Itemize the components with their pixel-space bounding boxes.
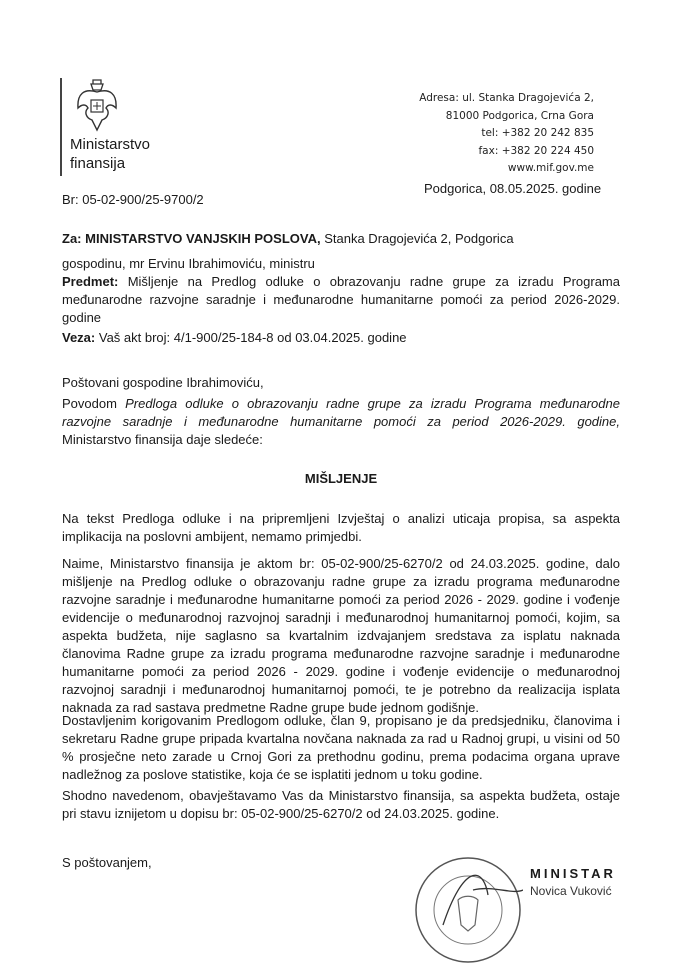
salutation: Poštovani gospodine Ibrahimoviću, — [62, 375, 264, 390]
intro-suffix: Ministarstvo finansija daje sledeće: — [62, 432, 263, 447]
closing: S poštovanjem, — [62, 855, 152, 870]
ministry-name-line2: finansija — [70, 155, 126, 172]
ministry-name — [70, 135, 150, 173]
intro-italic: Predloga odluke o obrazovanju radne grupe za izradu Programa međunarodne razvojne saradnje i međunarodne humanitarne pomoći za period 2026-2029. godine, — [62, 396, 620, 429]
address-tel: tel: +382 20 242 835 — [481, 127, 594, 139]
official-stamp — [413, 855, 523, 965]
address-fax: fax: +382 20 224 450 — [478, 144, 594, 157]
signatory-name: Novica Vuković — [530, 884, 612, 898]
address-city: 81000 Podgorica, Crna Gora — [445, 109, 594, 122]
recipient-address: Stanka Dragojevića 2, Podgorica — [324, 231, 514, 246]
recipient-label: Za: — [62, 231, 82, 246]
signatory-title: MINISTAR — [530, 866, 616, 881]
reference-link-line — [62, 329, 620, 347]
recipient-line — [62, 230, 620, 248]
body-paragraph-3: Dostavljenim korigovanim Predlogom odluke, član 9, propisano je da predsjedniku, članovima i sekretaru Radne grupe pripada kvartalna novčana naknada za rad u Radnoj grupi, u visini od 50 % prosječne neto zarade u Crnoj Gori za prethodnu godinu, prema podacima organa uprave nadležnog za poslove statistike, koja će se isplatiti jednom u toku godine. — [62, 713, 620, 782]
recipient-attention: gospodinu, mr Ervinu Ibrahimoviću, ministru — [62, 256, 315, 271]
address-block — [419, 90, 594, 178]
subject-text: Mišljenje na Predlog odluke o obrazovanju radne grupe za izradu Programa međunarodne razvojne saradnje i međunarodne humanitarne pomoći za period 2026-2029. godine — [62, 274, 620, 325]
ministry-name-line1: Ministarstvo — [70, 136, 151, 153]
opinion-heading: MIŠLJENJE — [304, 471, 378, 486]
address-website: www.mif.gov.me — [507, 162, 594, 174]
coat-of-arms-logo — [74, 78, 120, 134]
subject-label: Predmet: — [62, 274, 119, 289]
reference-link-text: Vaš akt broj: 4/1-900/25-184-8 od 03.04.2025. godine — [98, 330, 407, 345]
header-divider — [60, 78, 62, 176]
body-paragraph-1: Na tekst Predloga odluke i na pripremljeni Izvještaj o analizi uticaja propisa, sa aspekta implikacija na poslovni ambijent, nemamo primjedbi. — [62, 511, 620, 544]
subject-line — [62, 273, 620, 327]
intro-prefix: Povodom — [62, 396, 126, 411]
recipient-name: MINISTARSTVO VANJSKIH POSLOVA, — [85, 231, 321, 246]
body-paragraph-4: Shodno navedenom, obavještavamo Vas da Ministarstvo finansija, sa aspekta budžeta, ostaje pri stavu iznijetom u dopisu br: 05-02-900/25-6270/2 od 24.03.2025. godine. — [62, 788, 620, 821]
body-paragraph-2: Naime, Ministarstvo finansija je aktom br: 05-02-900/25-6270/2 od 24.03.2025. godine, dalo mišljenje na Predlog odluke o obrazovanju radne grupe za izradu programa međunarodne razvojne saradnje i međunarodne humanitarne pomoći za period 2026 - 2029. godine i vođenje evidencije o međunarodnoj razvojnoj saradnji i međunarodnoj humanitarnoj pomoći, kojim, sa aspekta budžeta, nije saglasno sa kvartalnim izdvajanjem sredstava za isplatu naknada članovima Radne grupe za izradu programa međunarodne razvojne saradnje i međunarodne humanitarne pomoći za period 2026 - 2029. godine i vođenje evidencije o međunarodnoj razvojnoj saradnji i međunarodnoj humanitarnoj pomoći, te je potrebno da realizacija isplata naknada za rad sastava predmetne Radne grupe bude jednom godišnje. — [62, 556, 620, 715]
intro-paragraph — [62, 395, 620, 449]
document-date: Podgorica, 08.05.2025. godine — [424, 181, 602, 196]
reference-number: Br: 05-02-900/25-9700/2 — [62, 192, 204, 207]
reference-link-label: Veza: — [62, 330, 96, 345]
address-street: Adresa: ul. Stanka Dragojevića 2, — [419, 92, 594, 104]
